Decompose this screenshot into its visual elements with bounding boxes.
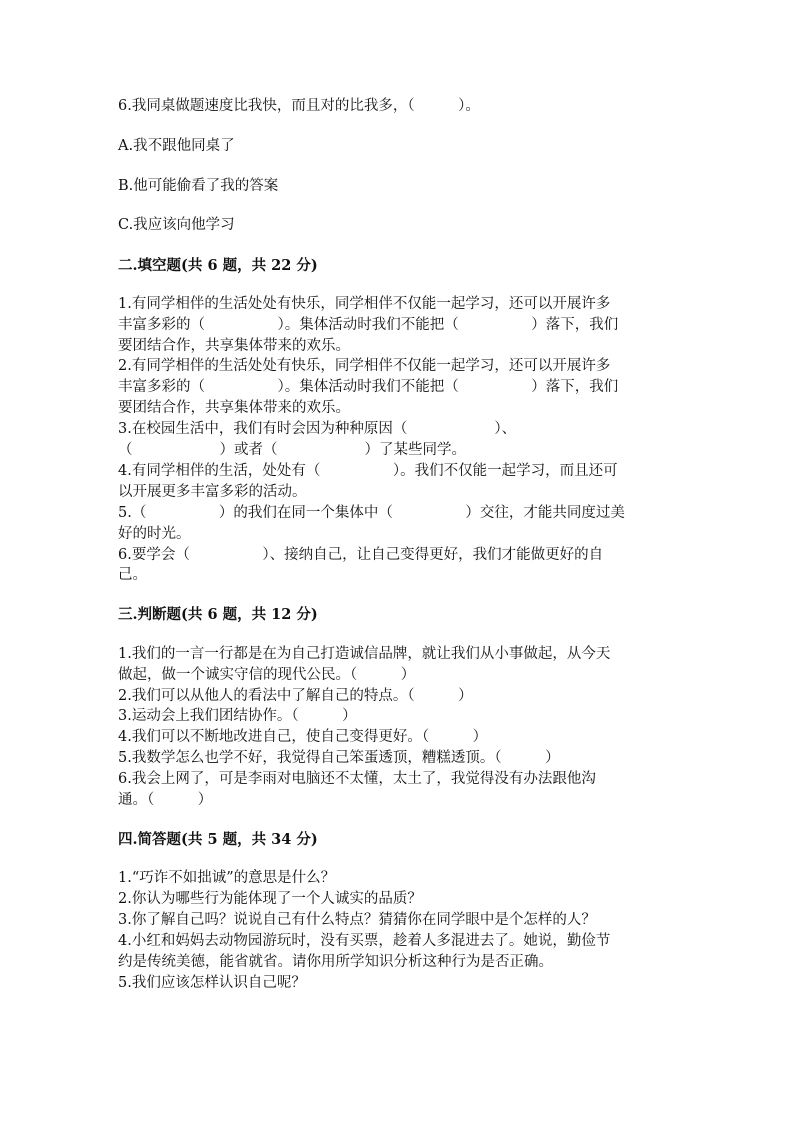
section-3-heading: 三.判断题(共 6 题，共 12 分): [118, 606, 318, 623]
section-2-line: 6.要学会（ ）、接纳自己，让自己变得更好，我们才能做更好的自: [118, 547, 604, 563]
section-2-line: 1.有同学相伴的生活处处有快乐，同学相伴不仅能一起学习，还可以开展许多: [118, 296, 611, 312]
section-4-heading: 四.简答题(共 5 题，共 34 分): [118, 831, 318, 848]
section-3-line: 6.我会上网了，可是李雨对电脑还不太懂，太土了，我觉得没有办法跟他沟: [118, 771, 596, 787]
section-3-line: 5.我数学怎么也学不好，我觉得自己笨蛋透顶，糟糕透顶。（ ）: [118, 750, 560, 766]
section-2-line: 4.有同学相伴的生活，处处有（ ）。我们不仅能一起学习，而且还可: [118, 463, 618, 479]
section-2-heading: 二.填空题(共 6 题，共 22 分): [118, 257, 318, 274]
section-2-line: 好的时光。: [118, 526, 191, 542]
option-c: C.我应该向他学习: [118, 217, 235, 233]
section-2-line: 己。: [118, 567, 147, 583]
question-6-text: 6.我同桌做题速度比我快，而且对的比我多，（ ）。: [118, 98, 480, 114]
section-2-line: 2.有同学相伴的生活处处有快乐，同学相伴不仅能一起学习，还可以开展许多: [118, 358, 611, 374]
section-3-line: 通。（ ）: [118, 792, 213, 808]
option-a: A.我不跟他同桌了: [118, 138, 235, 154]
section-4-line: 4.小红和妈妈去动物园游玩时，没有买票，趁着人多混进去了。她说，勤俭节: [118, 933, 611, 949]
option-b: B.他可能偷看了我的答案: [118, 178, 279, 194]
section-3-line: 3.运动会上我们团结协作。（ ）: [118, 708, 357, 724]
section-2-line: 5.（ ）的我们在同一个集体中（ ）交往，才能共同度过美: [118, 505, 625, 521]
section-2-line: 要团结合作，共享集体带来的欢乐。: [118, 400, 350, 416]
section-3-line: 4.我们可以不断地改进自己，使自己变得更好。（ ）: [118, 729, 488, 745]
section-3-line: 2.我们可以从他人的看法中了解自己的特点。（ ）: [118, 688, 473, 704]
section-4-line: 2.你认为哪些行为能体现了一个人诚实的品质？: [118, 891, 422, 907]
section-4-line: 约是传统美德，能省就省。请你用所学知识分析这种行为是否正确。: [118, 954, 553, 970]
section-2-line: 丰富多彩的（ ）。集体活动时我们不能把（ ）落下，我们: [118, 317, 619, 333]
section-4-line: 5.我们应该怎样认识自己呢？: [118, 975, 306, 991]
section-4-line: 3.你了解自己吗？说说自己有什么特点？猜猜你在同学眼中是个怎样的人？: [118, 912, 596, 928]
section-2-line: （ ）或者（ ）了某些同学。: [118, 442, 466, 458]
section-2-line: 3.在校园生活中，我们有时会因为种种原因（ ）、: [118, 421, 517, 437]
section-3-line: 做起，做一个诚实守信的现代公民。（ ）: [118, 667, 416, 683]
section-2-line: 要团结合作，共享集体带来的欢乐。: [118, 338, 350, 354]
section-3-line: 1.我们的一言一行都是在为自己打造诚信品牌，就让我们从小事做起，从今天: [118, 646, 611, 662]
section-4-line: 1.“巧诈不如拙诚”的意思是什么？: [118, 870, 336, 886]
section-2-line: 以开展更多丰富多彩的活动。: [118, 484, 307, 500]
section-2-line: 丰富多彩的（ ）。集体活动时我们不能把（ ）落下，我们: [118, 379, 619, 395]
